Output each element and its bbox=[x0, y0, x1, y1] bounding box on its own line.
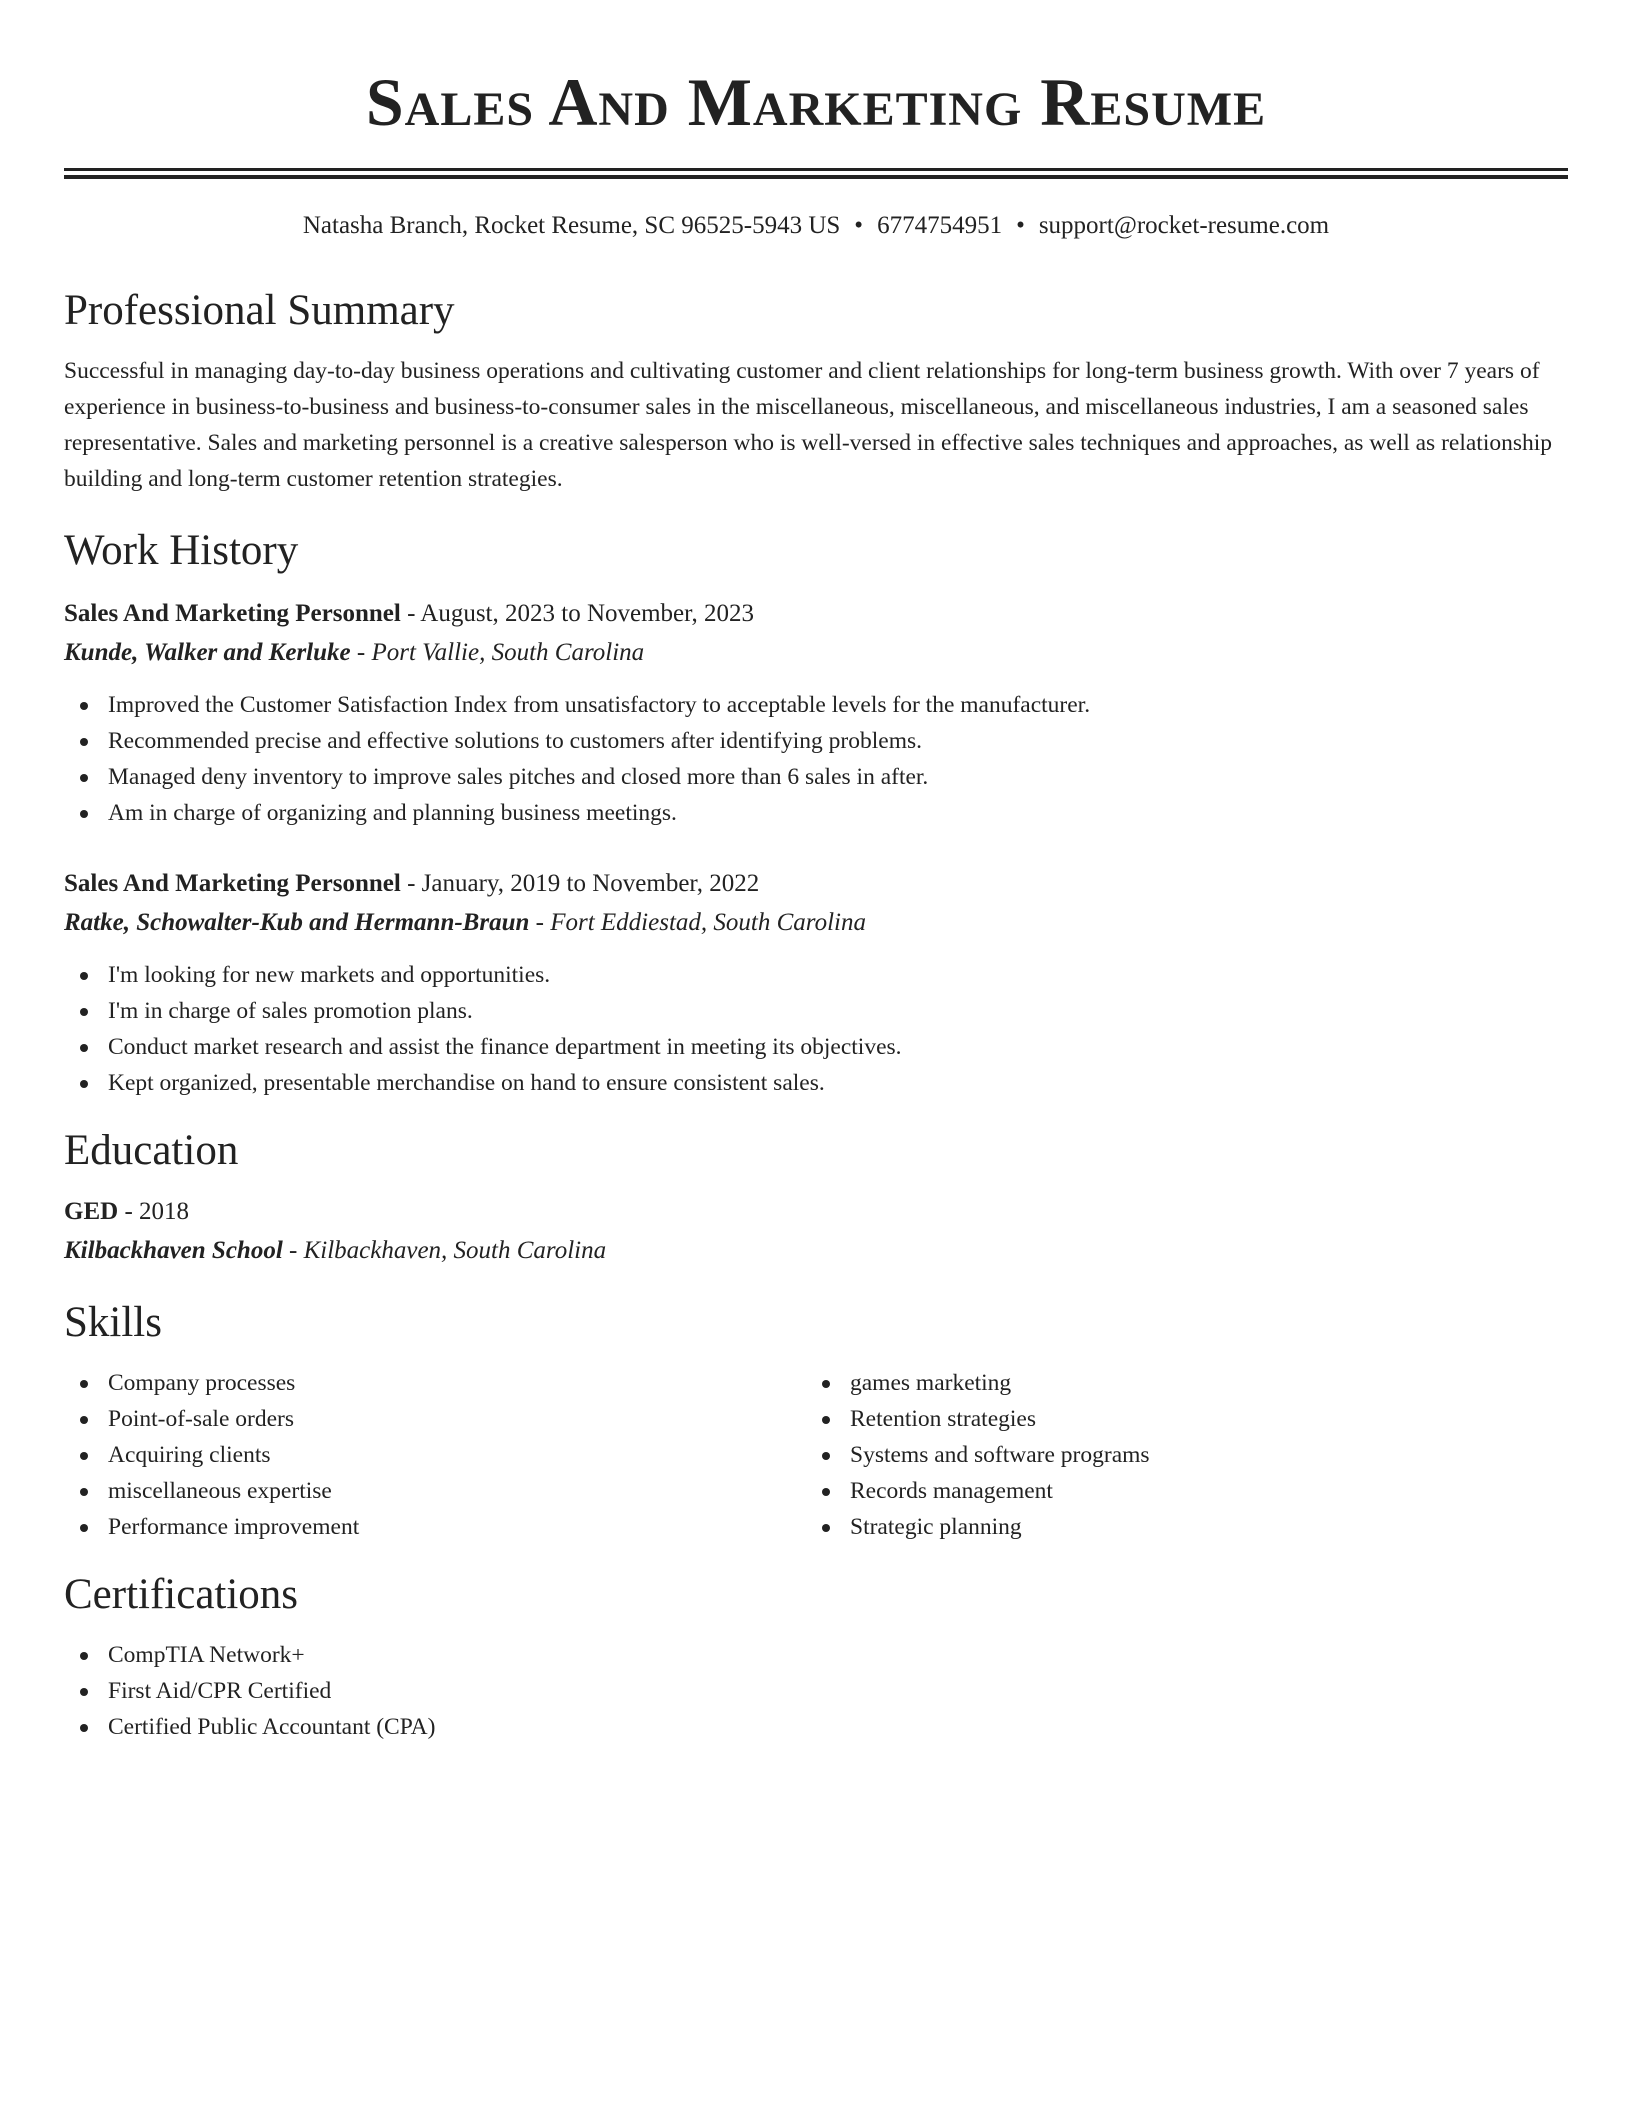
education-degree-line bbox=[64, 1193, 1568, 1231]
list-item: CompTIA Network+ bbox=[64, 1637, 1568, 1673]
job-company: Kunde, Walker and Kerluke bbox=[64, 639, 351, 666]
list-item: Improved the Customer Satisfaction Index from unsatisfactory to acceptable levels for the manufacturer. bbox=[64, 687, 1568, 723]
job-location: - Port Vallie, South Carolina bbox=[350, 639, 645, 666]
job-employer bbox=[64, 903, 1568, 943]
work-history-heading: Work History bbox=[64, 527, 299, 574]
skills-heading: Skills bbox=[64, 1299, 162, 1346]
job-bullet-list bbox=[64, 687, 1568, 831]
list-item: Conduct market research and assist the finance department in meeting its objectives. bbox=[64, 1029, 1568, 1065]
contact-separator: • bbox=[854, 212, 864, 239]
list-item: Systems and software programs bbox=[806, 1437, 1548, 1473]
education-heading: Education bbox=[64, 1127, 239, 1174]
list-item: miscellaneous expertise bbox=[64, 1473, 806, 1509]
list-item: Recommended precise and effective solutions to customers after identifying problems. bbox=[64, 723, 1568, 759]
education-degree: GED bbox=[64, 1198, 119, 1225]
list-item: games marketing bbox=[806, 1365, 1548, 1401]
job-role: Sales And Marketing Personnel bbox=[64, 870, 401, 897]
certifications-list bbox=[64, 1637, 1568, 1745]
list-item: Managed deny inventory to improve sales pitches and closed more than 6 sales in after. bbox=[64, 759, 1568, 795]
education-location: - Kilbackhaven, South Carolina bbox=[282, 1237, 607, 1264]
contact-line bbox=[64, 209, 1568, 243]
skills-list-right bbox=[806, 1365, 1548, 1545]
skills-columns bbox=[64, 1365, 1568, 1545]
certifications-heading: Certifications bbox=[64, 1571, 299, 1618]
job-entry bbox=[64, 595, 1568, 831]
list-item: Acquiring clients bbox=[64, 1437, 806, 1473]
list-item: Am in charge of organizing and planning business meetings. bbox=[64, 795, 1568, 831]
list-item: Kept organized, presentable merchandise on hand to ensure consistent sales. bbox=[64, 1065, 1568, 1101]
contact-address: Natasha Branch, Rocket Resume, SC 96525-5943 US bbox=[302, 212, 841, 239]
job-company: Ratke, Schowalter-Kub and Hermann-Braun bbox=[64, 909, 530, 936]
list-item: First Aid/CPR Certified bbox=[64, 1673, 1568, 1709]
education-year: - 2018 bbox=[118, 1198, 190, 1225]
list-item: I'm looking for new markets and opportunities. bbox=[64, 957, 1568, 993]
contact-email: support@rocket-resume.com bbox=[1038, 212, 1330, 239]
list-item: Certified Public Accountant (CPA) bbox=[64, 1709, 1568, 1745]
title-double-rule bbox=[64, 168, 1568, 179]
job-bullet-list bbox=[64, 957, 1568, 1101]
list-item: Records management bbox=[806, 1473, 1548, 1509]
summary-text: Successful in managing day-to-day business operations and cultivating customer and client relationships for long-term business growth. With over 7 years of experience in business-to-business and business-to-consumer sales in the miscellaneous, miscellaneous, and miscellaneous industries, I am a seasoned sales representative. Sales and marketing personnel is a creative salesperson who is well-versed in effective sales techniques and approaches, as well as relationship building and long-term customer retention strategies. bbox=[64, 358, 1553, 492]
education-school: Kilbackhaven School bbox=[64, 1237, 283, 1264]
resume-title: Sales And Marketing Resume bbox=[365, 64, 1267, 140]
job-employer bbox=[64, 633, 1568, 673]
education-school-line bbox=[64, 1231, 1568, 1271]
job-entry bbox=[64, 865, 1568, 1101]
list-item: Point-of-sale orders bbox=[64, 1401, 806, 1437]
job-role: Sales And Marketing Personnel bbox=[64, 600, 401, 627]
contact-phone: 6774754951 bbox=[877, 212, 1003, 239]
job-header bbox=[64, 595, 1568, 633]
contact-separator: • bbox=[1016, 212, 1025, 239]
list-item: Company processes bbox=[64, 1365, 806, 1401]
list-item: Performance improvement bbox=[64, 1509, 806, 1545]
job-dates: - January, 2019 to November, 2022 bbox=[400, 870, 760, 897]
job-header bbox=[64, 865, 1568, 903]
list-item: Strategic planning bbox=[806, 1509, 1548, 1545]
education-entry bbox=[64, 1193, 1568, 1271]
skills-list-left bbox=[64, 1365, 806, 1545]
job-dates: - August, 2023 to November, 2023 bbox=[400, 600, 754, 627]
list-item: Retention strategies bbox=[806, 1401, 1548, 1437]
job-location: - Fort Eddiestad, South Carolina bbox=[529, 909, 866, 936]
summary-heading: Professional Summary bbox=[64, 287, 455, 334]
list-item: I'm in charge of sales promotion plans. bbox=[64, 993, 1568, 1029]
